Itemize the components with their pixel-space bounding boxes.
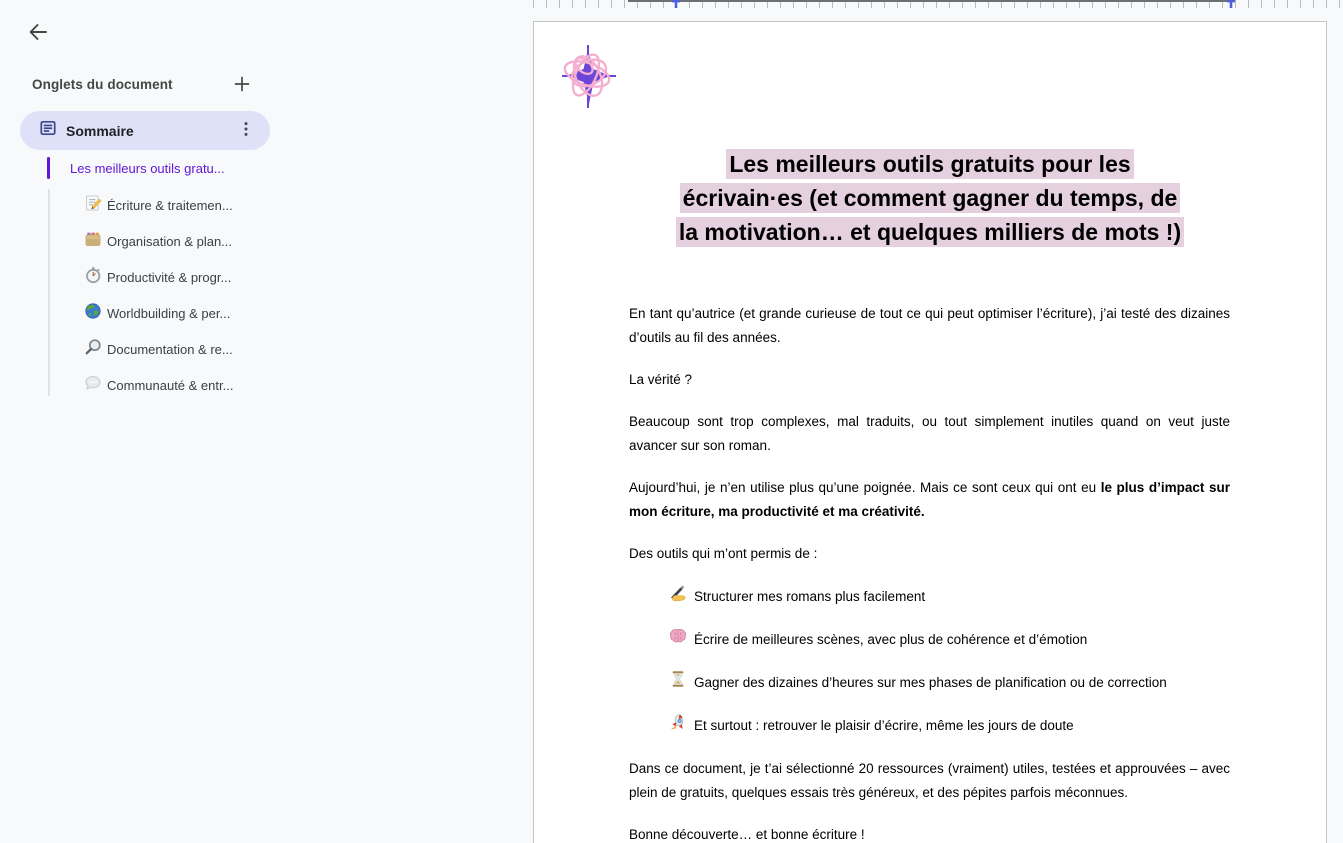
active-indicator-bar [47, 157, 50, 179]
bullet-list [629, 584, 1230, 739]
outline-children [84, 192, 344, 408]
outline-item-documentation[interactable] [84, 336, 344, 362]
ruler-text-area [628, 0, 1232, 8]
document-title[interactable] [534, 147, 1326, 249]
bold-text: le plus d’impact sur mon écriture, ma productivité et ma créativité. [629, 480, 1230, 519]
outline-heading-active[interactable] [47, 157, 225, 179]
list-item[interactable] [629, 670, 1230, 696]
list-item-text: Gagner des dizaines d’heures sur mes phases de planification ou de correction [694, 675, 1167, 690]
tab-label: Sommaire [66, 122, 134, 139]
horizontal-ruler [533, 0, 1343, 8]
outline-item-label: Organisation & plan... [107, 233, 233, 249]
tab-options-button[interactable] [234, 119, 258, 143]
title-line: la motivation… et quelques milliers de mots !) [534, 215, 1326, 249]
star-scribble-logo [554, 38, 622, 111]
sidebar-header-title: Onglets du document [32, 77, 173, 92]
add-tab-button[interactable] [228, 71, 256, 99]
hourglass-icon [669, 670, 694, 696]
outline-item-label: Worldbuilding & per... [107, 305, 231, 321]
back-button[interactable] [24, 19, 52, 47]
outline-item-worldbuilding[interactable] [84, 300, 344, 326]
paragraph[interactable]: Aujourd’hui, je n’en utilise plus qu’une poignée. Mais ce sont ceux qui ont eu le plus d’impact sur mon écriture, ma productivité et ma créativité. [629, 480, 1230, 519]
paragraph[interactable]: En tant qu’autrice (et grande curieuse de tout ce qui peut optimiser l’écriture), j’ai testé des dizaines d’outils au fil des années. [629, 306, 1230, 345]
document-body[interactable] [534, 302, 1326, 843]
brain-icon [669, 627, 694, 653]
outline-item-label: Communauté & entr... [107, 377, 234, 393]
title-line: écrivain·es (et comment gagner du temps, de [534, 181, 1326, 215]
card-index-icon [84, 230, 102, 253]
three-dot-menu-icon [237, 126, 255, 141]
paragraph[interactable]: Beaucoup sont trop complexes, mal traduits, ou tout simplement inutiles quand on veut juste avancer sur son roman. [629, 414, 1230, 453]
outline-item-ecriture[interactable] [84, 192, 344, 218]
magnifier-icon [84, 338, 102, 361]
outline-item-label: Écriture & traitemen... [107, 197, 233, 213]
document-canvas [533, 0, 1343, 843]
outline-item-communaute[interactable] [84, 372, 344, 398]
plus-icon [232, 82, 252, 97]
paragraph[interactable]: Dans ce document, je t’ai sélectionné 20 ressources (vraiment) utiles, testées et approuvées – avec plein de gratuits, quelques essais très généreux, et des pépites parfois méconnues. [629, 761, 1230, 800]
list-item-text: Et surtout : retrouver le plaisir d’écrire, même les jours de doute [694, 718, 1074, 733]
stopwatch-icon [84, 266, 102, 289]
list-item-text: Structurer mes romans plus facilement [694, 589, 926, 604]
list-item[interactable] [629, 627, 1230, 653]
paragraph[interactable]: Des outils qui m’ont permis de : [629, 546, 818, 561]
outline-item-productivite[interactable] [84, 264, 344, 290]
list-item[interactable] [629, 713, 1230, 739]
writing-hand-icon [669, 584, 694, 610]
arrow-left-icon [26, 32, 50, 47]
tab-document-icon [39, 119, 57, 142]
globe-icon [84, 302, 102, 325]
speech-balloon-icon [84, 374, 102, 397]
document-tabs-sidebar [0, 0, 533, 843]
paragraph[interactable]: La vérité ? [629, 372, 693, 387]
memo-icon [84, 194, 102, 217]
outline-item-label: Documentation & re... [107, 341, 233, 357]
outline-item-label: Productivité & progr... [107, 269, 232, 285]
list-item[interactable] [629, 584, 1230, 610]
tab-sommaire[interactable] [20, 111, 270, 150]
list-item-text: Écrire de meilleures scènes, avec plus de cohérence et d’émotion [694, 632, 1088, 647]
title-line: Les meilleurs outils gratuits pour les [534, 147, 1326, 181]
rocket-icon [669, 713, 694, 739]
document-page[interactable] [533, 21, 1327, 843]
outline-item-organisation[interactable] [84, 228, 344, 254]
outline-tree-line [48, 189, 50, 396]
paragraph[interactable]: Bonne découverte… et bonne écriture ! [629, 827, 865, 842]
outline-heading-label: Les meilleurs outils gratu... [70, 160, 225, 176]
